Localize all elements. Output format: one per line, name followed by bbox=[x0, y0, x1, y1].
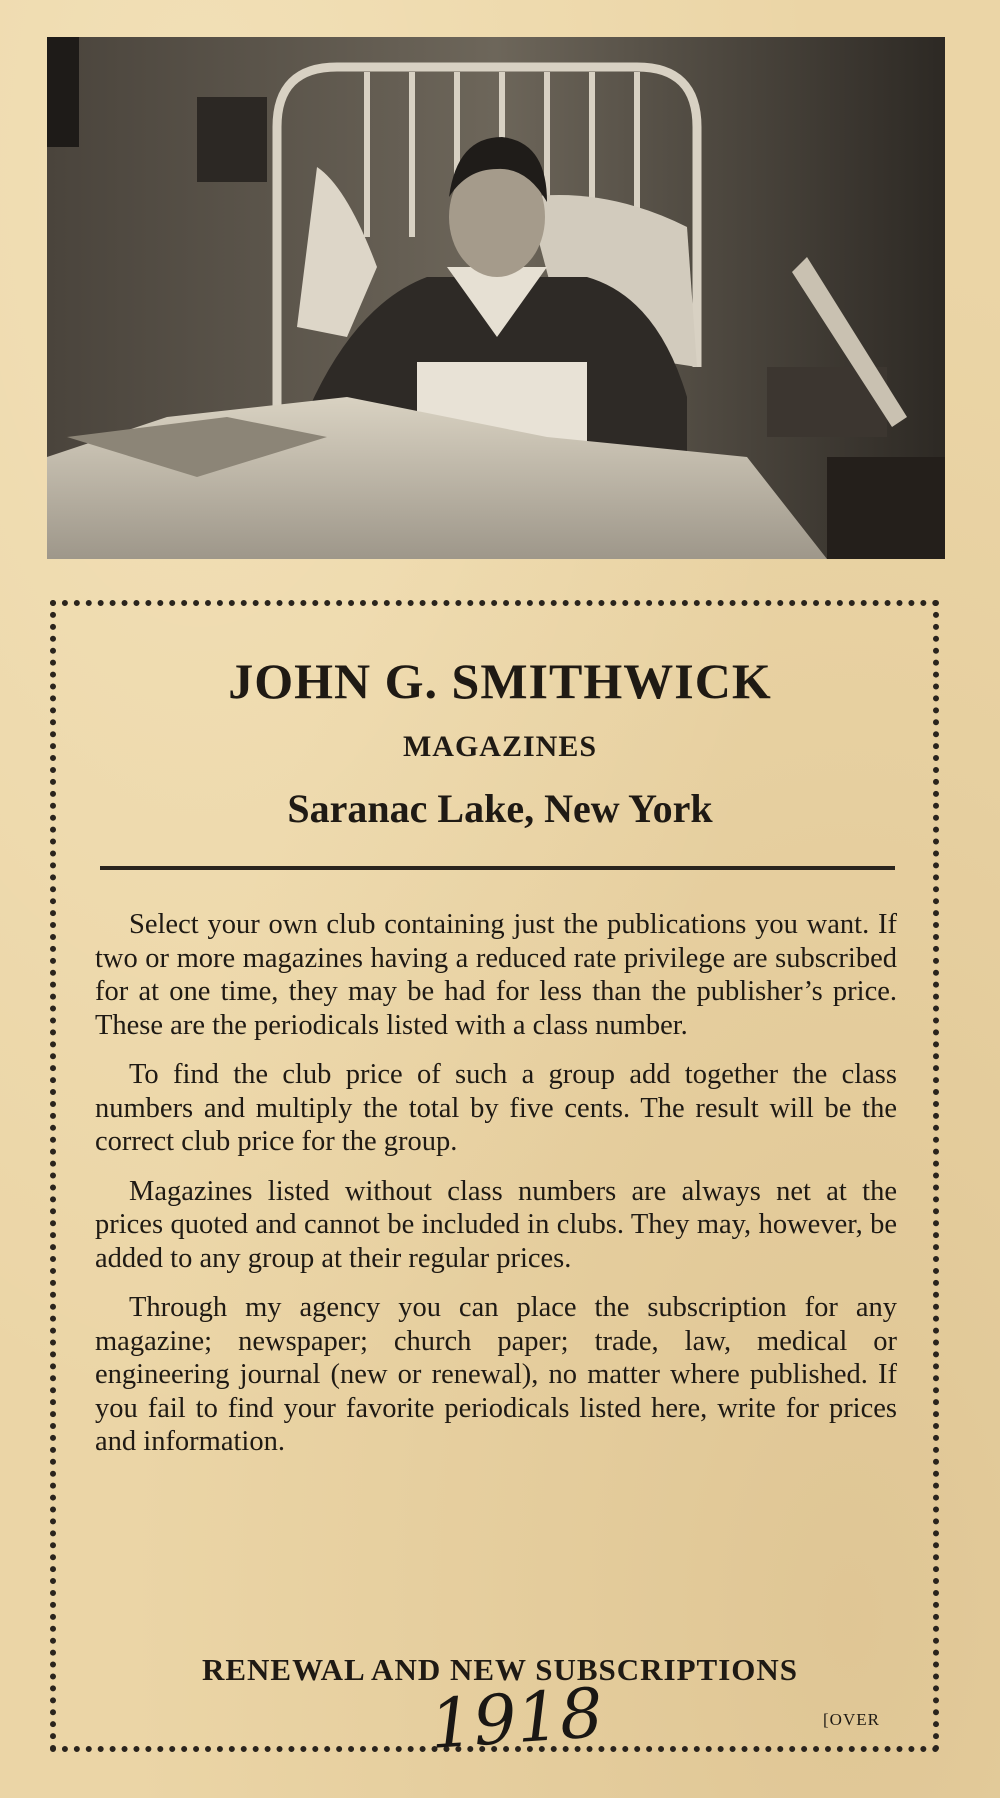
paragraph-club-selection: Select your own club containing just the publications you want. If two or more magazines having a reduced rate privilege are subscribed for at one time, they may be had for less than the publisher’s price. These are the periodicals listed with a class number. bbox=[95, 909, 897, 1041]
paragraph-agency: Through my agency you can place the subscription for any magazine; newspaper; church paper; trade, law, medical or engineering journal (new or renewal), no matter where published. If you fail to find your favorite periodicals listed here, write for prices and information. bbox=[95, 1292, 897, 1457]
man-reading-in-bed-photo-icon bbox=[47, 37, 945, 559]
footer-heading: RENEWAL AND NEW SUBSCRIPTIONS bbox=[201, 1652, 799, 1687]
body-text bbox=[95, 908, 897, 1475]
handwritten-year: 1918 bbox=[427, 1674, 606, 1765]
business-type: MAGAZINES bbox=[402, 730, 598, 763]
proprietor-name: JOHN G. SMITHWICK bbox=[228, 653, 772, 709]
divider-rule bbox=[100, 866, 895, 870]
portrait-photo bbox=[47, 37, 945, 559]
over-label: [OVER bbox=[823, 1710, 880, 1729]
business-location: Saranac Lake, New York bbox=[287, 786, 713, 831]
paragraph-club-price: To find the club price of such a group add together the class numbers and multiply the total by five cents. The result will be the correct club price for the group. bbox=[95, 1059, 897, 1157]
paragraph-net-prices: Magazines listed without class numbers are always net at the prices quoted and cannot be included in clubs. They may, however, be added to any group at their regular prices. bbox=[95, 1175, 897, 1274]
